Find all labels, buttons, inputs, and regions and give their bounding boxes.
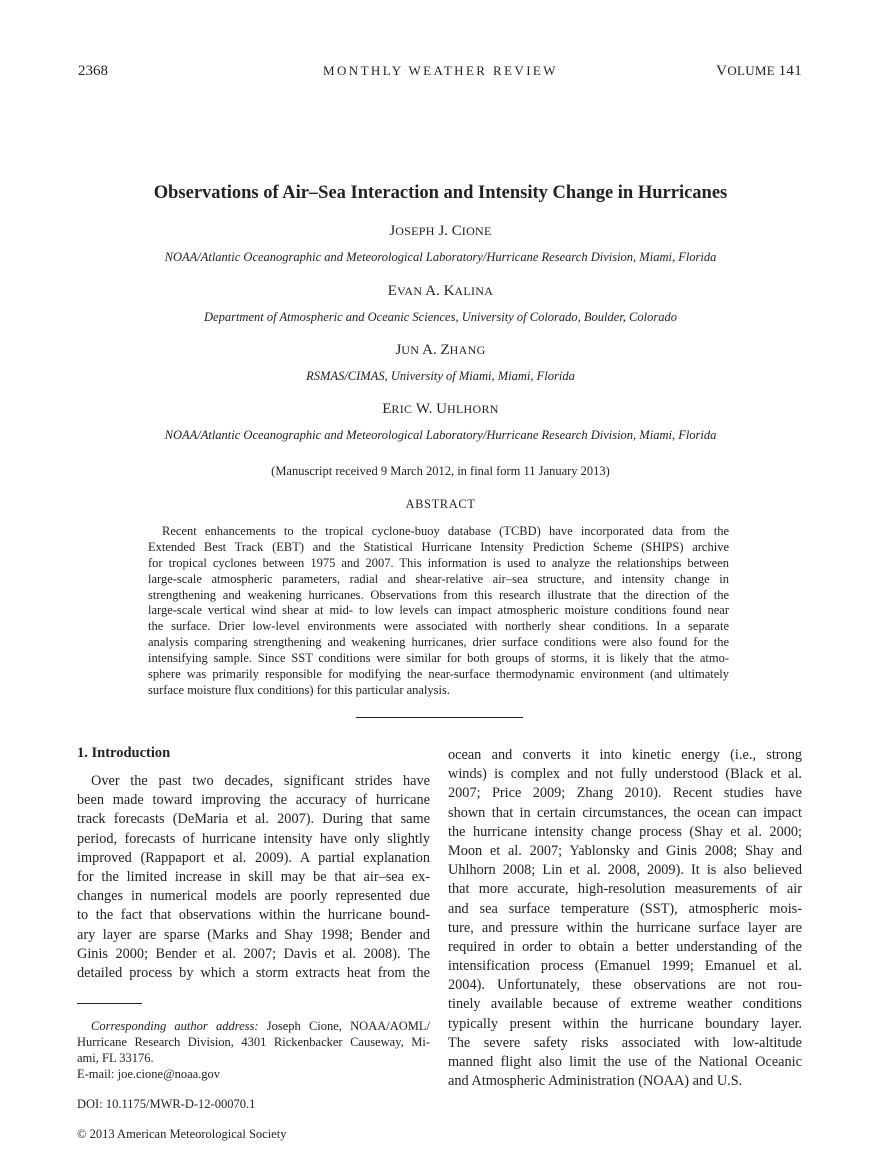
- body-line: Moon et al. 2007; Yablonsky and Ginis 2008; Shay and: [448, 842, 802, 859]
- body-line: changes in numerical models are poorly represented due: [77, 888, 430, 905]
- abstract-line: Extended Best Track (EBT) and the Statistical Hurricane Intensity Prediction Scheme (SHIPS) archive: [148, 539, 729, 554]
- abstract-line: analysis comparing strengthening and weakening hurricanes, drier surface conditions were also found for the: [148, 635, 729, 650]
- paper-title: Observations of Air–Sea Interaction and Intensity Change in Hurricanes: [153, 183, 728, 203]
- body-line: required in order to obtain a better understanding of the: [448, 938, 802, 955]
- volume-word-rest: OLUME: [727, 63, 776, 78]
- footnote-email[interactable]: E-mail: joe.cione@noaa.gov: [77, 1067, 221, 1081]
- body-line: and sea surface temperature (SST), atmospheric mois-: [448, 900, 802, 917]
- author-name: JOSEPH J. CIONE: [389, 223, 492, 239]
- manuscript-dates: (Manuscript received 9 March 2012, in final form 11 January 2013): [271, 464, 610, 478]
- author-affiliation: RSMAS/CIMAS, University of Miami, Miami, Florida: [306, 369, 575, 383]
- body-line: 2004). Unfortunately, these observations are not rou-: [448, 977, 802, 994]
- doi[interactable]: DOI: 10.1175/MWR-D-12-00070.1: [77, 1097, 256, 1111]
- body-line: period, forecasts of hurricane intensity have only slightly: [77, 830, 430, 847]
- author-affiliation: NOAA/Atlantic Oceanographic and Meteorological Laboratory/Hurricane Research Division, Miami, Florida: [164, 250, 717, 264]
- body-line: for the limited increase in skill may be that air–sea ex-: [77, 868, 430, 885]
- body-line: improved (Rappaport et al. 2009). A partial explanation: [77, 849, 430, 866]
- footnote-line: Hurricane Research Division, 4301 Rickenbacker Causeway, Mi-: [77, 1035, 430, 1049]
- body-line: typically present within the hurricane boundary layer.: [448, 1015, 802, 1032]
- volume-label: [716, 63, 802, 80]
- body-line: intensification process (Emanuel 1999; Emanuel et al.: [448, 958, 802, 975]
- footnote-label: Corresponding author address:: [91, 1019, 259, 1033]
- body-line: ary layer are sparse (Marks and Shay 1998; Bender and: [77, 926, 430, 943]
- abstract-line: large-scale atmospheric parameters, radial and shear-relative air–sea structure, and intensity change in: [148, 571, 729, 586]
- body-line: 2007; Price 2009; Zhang 2010). Recent studies have: [448, 785, 802, 802]
- abstract-line: strengthening and weakening hurricanes. Observations from this research illustrate that the direction of the: [148, 587, 729, 602]
- author-name: JUN A. ZHANG: [395, 342, 486, 358]
- body-column-left: [77, 772, 430, 983]
- volume-number: 141: [778, 63, 802, 79]
- body-line: the hurricane intensity change process (Shay et al. 2000;: [448, 823, 802, 840]
- body-line: tinely available because of extreme weather conditions: [448, 996, 802, 1013]
- body-line: Over the past two decades, significant strides have: [91, 773, 430, 789]
- abstract-line: surface moisture flux conditions) for this particular analysis.: [148, 682, 451, 697]
- body-line: been made toward improving the accuracy of hurricane: [77, 792, 430, 809]
- body-column-right: [448, 746, 802, 1091]
- body-line: ture, and pressure within the hurricane surface layer are: [448, 919, 802, 936]
- volume-initial: V: [716, 63, 728, 79]
- body-line: that more accurate, high-resolution measurements of air: [448, 881, 802, 898]
- abstract-line: Recent enhancements to the tropical cyclone-buoy database (TCBD) have incorporated data from the: [162, 524, 729, 538]
- body-line: The severe safety risks associated with low-altitude: [448, 1034, 802, 1051]
- abstract-line: for tropical cyclones between 1975 and 2007. This information is used to analyze the relationships between: [148, 555, 729, 570]
- author-name: EVAN A. KALINA: [387, 283, 494, 299]
- author-name: ERIC W. UHLHORN: [382, 401, 499, 417]
- body-line: ocean and converts it into kinetic energy (i.e., strong: [448, 747, 802, 763]
- footnote-line: Corresponding author address: Joseph Cione, NOAA/AOML/: [91, 1019, 431, 1033]
- abstract-line: the surface. Drier low-level environments were associated with northerly shear conditions. In a separate: [148, 619, 729, 634]
- abstract-heading: ABSTRACT: [405, 497, 476, 511]
- body-line: manned flight also limit the use of the National Oceanic: [448, 1054, 802, 1070]
- body-line: and Atmospheric Administration (NOAA) and U.S.: [448, 1073, 743, 1090]
- page-number: 2368: [78, 63, 108, 79]
- body-line: Uhlhorn 2008; Lin et al. 2008, 2009). It is also believed: [448, 862, 802, 879]
- abstract-body: [148, 524, 729, 699]
- corresponding-author-footnote: [77, 1018, 430, 1082]
- body-line: Ginis 2000; Bender et al. 2007; Davis et al. 2008). The: [77, 945, 430, 962]
- abstract-divider: [356, 717, 523, 718]
- journal-name: MONTHLY WEATHER REVIEW: [323, 63, 558, 78]
- body-line: to the fact that observations within the hurricane bound-: [77, 907, 430, 924]
- author-affiliation: Department of Atmospheric and Oceanic Sciences, University of Colorado, Boulder, Colorado: [204, 310, 677, 324]
- body-line: shown that in certain circumstances, the ocean can impact: [448, 804, 802, 821]
- body-line: detailed process by which a storm extracts heat from the: [77, 964, 430, 981]
- author-affiliation: NOAA/Atlantic Oceanographic and Meteorological Laboratory/Hurricane Research Division, Miami, Florida: [164, 428, 717, 442]
- body-line: winds) is complex and not fully understood (Black et al.: [448, 766, 802, 783]
- section-heading: 1. Introduction: [77, 745, 171, 761]
- footnote-divider: [77, 1003, 142, 1004]
- footnote-line: ami, FL 33176.: [77, 1051, 154, 1065]
- abstract-line: large-scale vertical wind shear at mid- to low levels can impact atmospheric moisture conditions found near: [148, 603, 729, 618]
- abstract-line: sphere was primarily responsible for modifying the near-surface thermodynamic environment (and ultimately: [148, 667, 729, 682]
- body-line: track forecasts (DeMaria et al. 2007). During that same: [77, 811, 430, 828]
- abstract-line: intensifying sample. Since SST conditions were similar for both groups of storms, it is likely that the atmo-: [148, 651, 729, 666]
- copyright: © 2013 American Meteorological Society: [77, 1127, 287, 1141]
